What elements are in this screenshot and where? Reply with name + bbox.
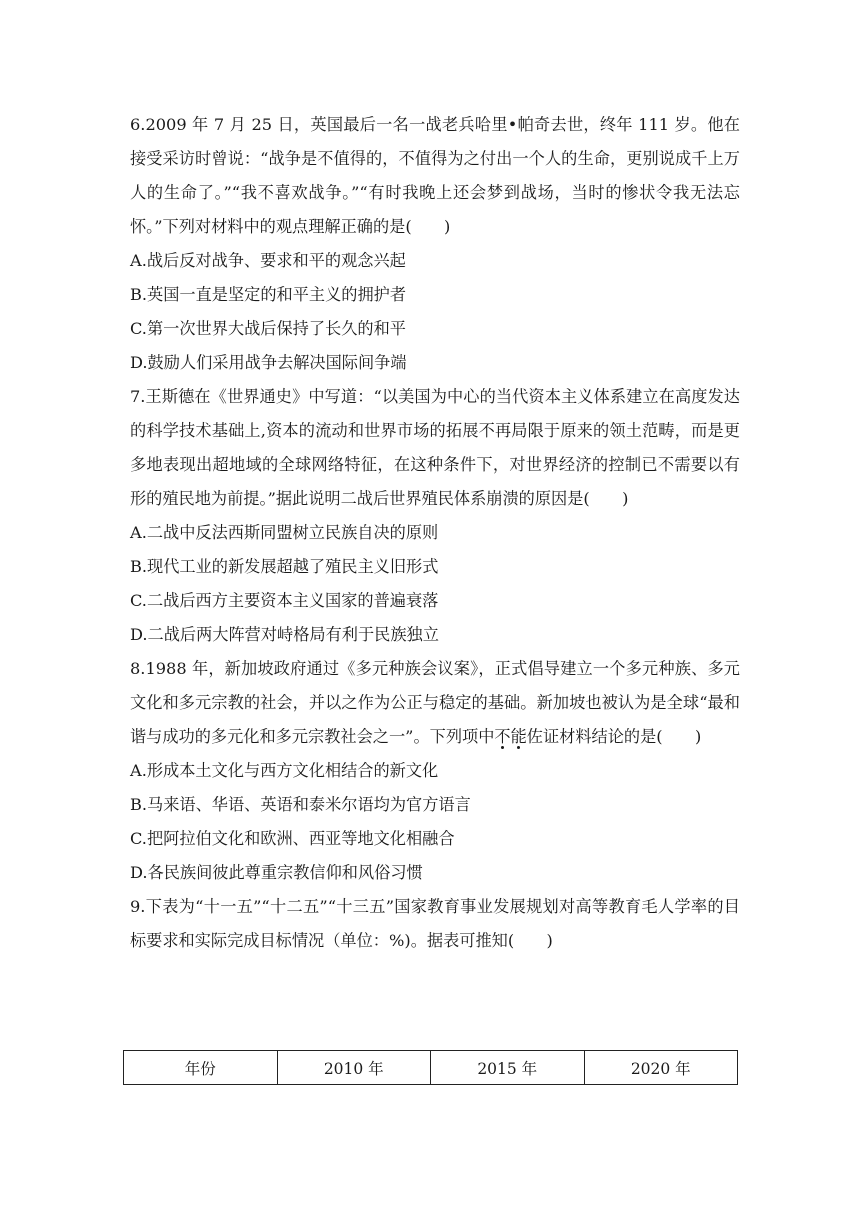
question-6-option-c: C.第一次世界大战后保持了长久的和平 (130, 319, 406, 338)
question-8-stem (130, 652, 740, 754)
table-header-cell: 2020 年 (584, 1051, 738, 1085)
question-8-option-a: A.形成本土文化与西方文化相结合的新文化 (130, 761, 439, 780)
emphasis-char-neng: 能 (510, 727, 527, 746)
question-6-option-a: A.战后反对战争、要求和平的观念兴起 (130, 251, 406, 270)
table-header-cell: 2010 年 (277, 1051, 431, 1085)
question-8-option-c: C.把阿拉伯文化和欧洲、西亚等地文化相融合 (130, 829, 455, 848)
question-8-stem-text: 8.1988 年，新加坡政府通过《多元种族会议案》，正式倡导建立一个多元种族、多元文化和多元宗教的社会，并以之作为公正与稳定的基础。新加坡也被认为是全球“最和谐与成功的多元化和多元宗教社会之一”。下列项中 (130, 659, 740, 746)
question-9-stem: 9.下表为“十一五”“十二五”“十三五”国家教育事业发展规划对高等教育毛人学率的目标要求和实际完成目标情况（单位：%)。据表可推知( ) (130, 897, 740, 950)
emphasis-char-bu: 不 (494, 727, 511, 746)
question-list (130, 108, 740, 958)
question-8-stem-tail: 佐证材料结论的是( ) (526, 727, 702, 746)
question-7-option-c: C.二战后西方主要资本主义国家的普遍衰落 (130, 591, 439, 610)
question-7-option-b: B.现代工业的新发展超越了殖民主义旧形式 (130, 557, 439, 576)
question-8-option-b: B.马来语、华语、英语和泰米尔语均为官方语言 (130, 795, 471, 814)
question-8-option-d: D.各民族间彼此尊重宗教信仰和风俗习惯 (130, 863, 423, 882)
question-6-option-d: D.鼓励人们采用战争去解决国际间争端 (130, 353, 407, 372)
question-7-option-d: D.二战后两大阵营对峙格局有利于民族独立 (130, 625, 439, 644)
table-header-cell: 2015 年 (431, 1051, 585, 1085)
table-header-row (124, 1051, 738, 1085)
enrollment-rate-table (123, 1050, 738, 1085)
question-7-stem: 7.王斯德在《世界通史》中写道：“以美国为中心的当代资本主义体系建立在高度发达的科学技术基础上,资本的流动和世界市场的拓展不再局限于原来的领土范畴，而是更多地表现出超地域的全球网络特征，在这种条件下，对世界经济的控制已不需要以有形的殖民地为前提。”据此说明二战后世界殖民体系崩溃的原因是( ) (130, 387, 740, 508)
question-6-stem: 6.2009 年 7 月 25 日，英国最后一名一战老兵哈里•帕奇去世，终年 111 岁。他在接受采访时曾说：“战争是不值得的，不值得为之付出一个人的生命，更别说成千上万人的生命了。”“我不喜欢战争。”“有时我晚上还会梦到战场，当时的惨状令我无法忘怀。”下列对材料中的观点理解正确的是( ) (130, 115, 740, 236)
question-6-option-b: B.英国一直是坚定的和平主义的拥护者 (130, 285, 407, 304)
table-header-cell: 年份 (124, 1051, 278, 1085)
question-7-option-a: A.二战中反法西斯同盟树立民族自决的原则 (130, 523, 439, 542)
